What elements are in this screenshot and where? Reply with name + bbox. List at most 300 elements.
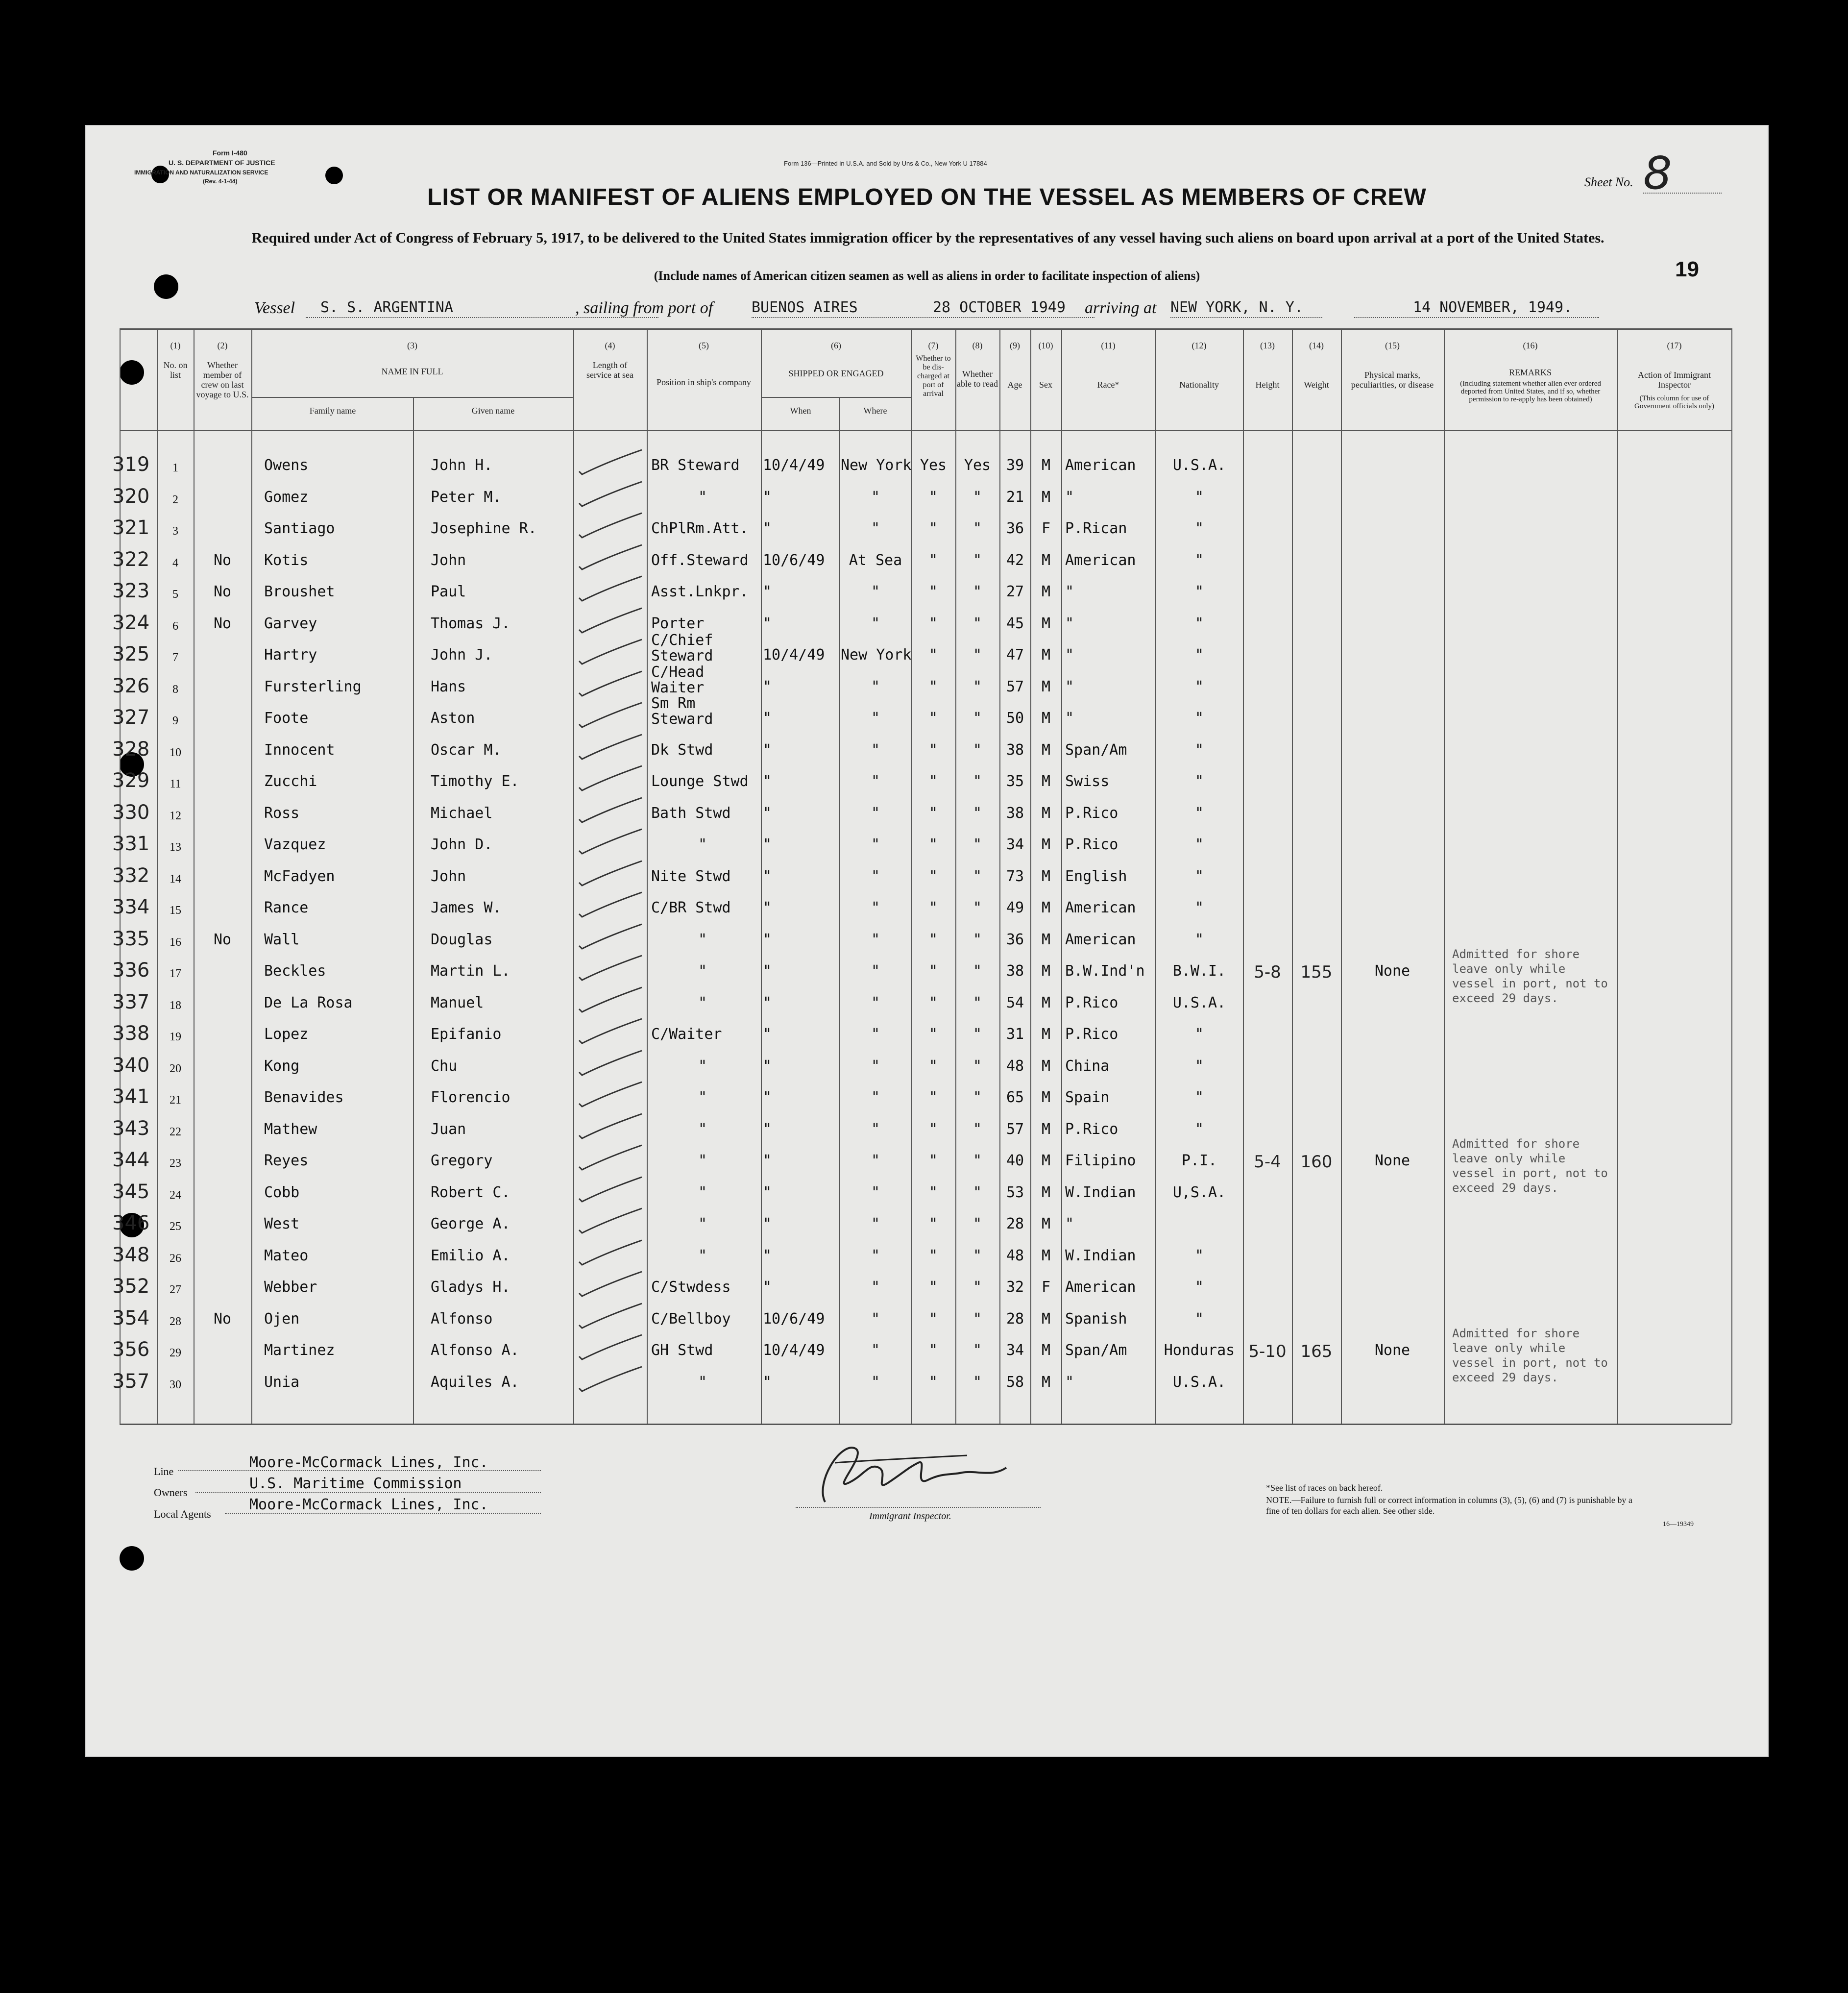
shipped-where: " — [871, 1215, 880, 1232]
remarks-stamp: Admitted for shore leave only while vessel in port, not to exceed 29 days. — [1452, 1327, 1608, 1384]
family-name: McFadyen — [264, 868, 335, 885]
shipped-when: " — [763, 805, 772, 822]
list-reference-number: 329 — [112, 769, 150, 792]
sex: M — [1041, 583, 1051, 600]
given-name: John J. — [431, 646, 493, 664]
shipped-when: " — [763, 962, 772, 980]
service-check-mark — [575, 1268, 644, 1297]
service-check-mark — [575, 952, 644, 981]
position: Nite Stwd — [651, 868, 731, 885]
height: 5-8 — [1254, 962, 1281, 982]
race: Spanish — [1065, 1310, 1127, 1328]
given-name: Aston — [431, 710, 475, 727]
position: " — [698, 1152, 707, 1169]
able-to-read: " — [973, 552, 982, 569]
age: 42 — [1006, 552, 1024, 569]
line-value: Moore-McCormack Lines, Inc. — [249, 1454, 488, 1471]
race: American — [1065, 1279, 1136, 1296]
shipped-when: " — [763, 1152, 772, 1169]
shipped-when: " — [763, 1374, 772, 1391]
height: 5-10 — [1248, 1342, 1287, 1361]
service-check-mark — [575, 1205, 644, 1234]
shipped-when: " — [763, 931, 772, 948]
list-reference-number: 324 — [112, 612, 150, 634]
col16-num: (16) — [1523, 341, 1538, 350]
sex: M — [1041, 710, 1051, 727]
position: BR Steward — [651, 457, 740, 474]
sex: M — [1041, 1342, 1051, 1359]
discharged: " — [928, 520, 938, 537]
list-reference-number: 348 — [112, 1244, 150, 1266]
sex: M — [1041, 1121, 1051, 1138]
family-name: Beckles — [264, 962, 326, 980]
discharged: " — [928, 646, 938, 664]
given-name: Alfonso — [431, 1310, 493, 1328]
able-to-read: " — [973, 836, 982, 853]
shipped-where: " — [871, 994, 880, 1011]
nationality: " — [1194, 520, 1204, 537]
given-name: Paul — [431, 583, 466, 600]
able-to-read: " — [973, 1342, 982, 1359]
given-name: Gladys H. — [431, 1279, 511, 1296]
manifest-sheet — [85, 125, 1769, 1757]
shipped-where: " — [871, 1342, 880, 1359]
shipped-when: " — [763, 1247, 772, 1264]
shipped-when: " — [763, 1089, 772, 1106]
shipped-where: " — [871, 1247, 880, 1264]
age: 54 — [1006, 994, 1024, 1011]
discharged: " — [928, 899, 938, 916]
arriving-label: arriving at — [1085, 299, 1157, 317]
service-check-mark — [575, 478, 644, 507]
race: " — [1065, 1374, 1074, 1391]
sex: M — [1041, 1215, 1051, 1232]
service-check-mark — [575, 541, 644, 570]
race: American — [1065, 552, 1136, 569]
list-reference-number: 340 — [112, 1054, 150, 1077]
given-name: Josephine R. — [431, 520, 537, 537]
family-name-header: Family name — [309, 406, 356, 416]
given-name: Aquiles A. — [431, 1374, 519, 1391]
shipped-where: " — [871, 1152, 880, 1169]
nationality: " — [1194, 1026, 1204, 1043]
given-name: John H. — [431, 457, 493, 474]
position: " — [698, 1184, 707, 1201]
shipped-when: 10/6/49 — [763, 1310, 825, 1328]
sex: M — [1041, 1058, 1051, 1075]
age: 32 — [1006, 1279, 1024, 1296]
col9-header: Age — [1007, 380, 1022, 390]
sex: M — [1041, 646, 1051, 664]
nationality: " — [1194, 773, 1204, 790]
discharged: " — [928, 962, 938, 980]
shipped-when: " — [763, 678, 772, 695]
race: American — [1065, 931, 1136, 948]
age: 48 — [1006, 1058, 1024, 1075]
discharged: " — [928, 1058, 938, 1075]
able-to-read: " — [973, 1121, 982, 1138]
able-to-read: " — [973, 1247, 982, 1264]
race: " — [1065, 615, 1074, 632]
family-name: Broushet — [264, 583, 335, 600]
discharged: " — [928, 615, 938, 632]
discharged: " — [928, 1152, 938, 1169]
col11-num: (11) — [1101, 341, 1116, 350]
able-to-read: " — [973, 583, 982, 600]
last-voyage: No — [213, 931, 232, 948]
list-reference-number: 331 — [112, 833, 150, 855]
shipped-where: " — [871, 583, 880, 600]
list-reference-number: 336 — [112, 959, 150, 982]
sex: M — [1041, 1089, 1051, 1106]
able-to-read: " — [973, 1089, 982, 1106]
list-reference-number: 327 — [112, 706, 150, 729]
shipped-where: " — [871, 710, 880, 727]
able-to-read: " — [973, 1310, 982, 1328]
department: U. S. DEPARTMENT OF JUSTICE — [169, 159, 275, 167]
family-name: Innocent — [264, 741, 335, 759]
race: " — [1065, 646, 1074, 664]
col17-header: Action of Immigrant Inspector — [1638, 370, 1711, 390]
race: P.Rico — [1065, 1121, 1119, 1138]
shipped-when: 10/6/49 — [763, 552, 825, 569]
able-to-read: " — [973, 899, 982, 916]
able-to-read: " — [973, 741, 982, 759]
shipped-when: " — [763, 615, 772, 632]
row-number: 27 — [170, 1283, 181, 1296]
shipped-where: New York — [841, 646, 912, 664]
shipped-when: 10/4/49 — [763, 1342, 825, 1359]
sex: F — [1041, 1279, 1051, 1296]
sex: M — [1041, 1247, 1051, 1264]
sex: M — [1041, 1310, 1051, 1328]
nationality: " — [1194, 1279, 1204, 1296]
page-stamp: 19 — [1675, 257, 1699, 281]
given-name: Florencio — [431, 1089, 511, 1106]
shipped-where: " — [871, 678, 880, 695]
printer-line: Form 136—Printed in U.S.A. and Sold by Uns & Co., New York U 17884 — [784, 160, 987, 167]
nationality: " — [1194, 1310, 1204, 1328]
family-name: Lopez — [264, 1026, 309, 1043]
position-line-2: Steward — [651, 711, 713, 728]
age: 34 — [1006, 1342, 1024, 1359]
row-number: 7 — [172, 651, 178, 664]
family-name: Owens — [264, 457, 309, 474]
col12-header: Nationality — [1179, 380, 1219, 390]
shipped-when: " — [763, 489, 772, 506]
position: " — [698, 489, 707, 506]
nationality: " — [1194, 931, 1204, 948]
age: 31 — [1006, 1026, 1024, 1043]
service-check-mark — [575, 699, 644, 728]
nationality: U.S.A. — [1172, 457, 1226, 474]
shipped-where: " — [871, 962, 880, 980]
service-check-mark — [575, 1015, 644, 1044]
race: Swiss — [1065, 773, 1110, 790]
nationality: U.S.A. — [1172, 1374, 1226, 1391]
race: Filipino — [1065, 1152, 1136, 1169]
nationality: U.S.A. — [1172, 994, 1226, 1011]
col9-num: (9) — [1010, 341, 1020, 350]
nationality: " — [1194, 1121, 1204, 1138]
when-header: When — [790, 406, 811, 416]
shipped-when: " — [763, 583, 772, 600]
sex: M — [1041, 615, 1051, 632]
age: 53 — [1006, 1184, 1024, 1201]
position: C/Head — [651, 664, 705, 681]
sex: M — [1041, 1026, 1051, 1043]
col10-num: (10) — [1038, 341, 1053, 350]
position: " — [698, 836, 707, 853]
sex: M — [1041, 489, 1051, 506]
list-reference-number: 354 — [112, 1307, 150, 1329]
shipped-when: " — [763, 1215, 772, 1232]
sex: M — [1041, 1374, 1051, 1391]
able-to-read: " — [973, 931, 982, 948]
race: B.W.Ind'n — [1065, 962, 1145, 980]
row-number: 5 — [172, 588, 178, 601]
col8-header: Whether able to read — [957, 369, 998, 389]
given-name-header: Given name — [471, 406, 515, 416]
service-check-mark — [575, 825, 644, 855]
col14-header: Weight — [1304, 380, 1329, 390]
list-reference-number: 334 — [112, 896, 150, 918]
sex: M — [1041, 931, 1051, 948]
position: " — [698, 1121, 707, 1138]
shipped-where: " — [871, 1374, 880, 1391]
service-check-mark — [575, 1078, 644, 1107]
col17-num: (17) — [1667, 341, 1682, 350]
list-reference-number: 328 — [112, 738, 150, 761]
position: C/Stwdess — [651, 1279, 731, 1296]
weight: 160 — [1300, 1152, 1333, 1172]
nationality: B.W.I. — [1172, 962, 1226, 980]
arrival-date: 14 NOVEMBER, 1949. — [1413, 299, 1573, 316]
service-check-mark — [575, 1173, 644, 1203]
row-number: 8 — [172, 683, 178, 696]
shipped-when: " — [763, 520, 772, 537]
discharged: " — [928, 1279, 938, 1296]
family-name: Webber — [264, 1279, 317, 1296]
discharged: " — [928, 836, 938, 853]
service-check-mark — [575, 667, 644, 697]
shipped-where: " — [871, 773, 880, 790]
nationality: U,S.A. — [1172, 1184, 1226, 1201]
row-number: 2 — [172, 493, 178, 506]
position: GH Stwd — [651, 1342, 713, 1359]
list-reference-number: 352 — [112, 1275, 150, 1298]
given-name: Emilio A. — [431, 1247, 511, 1264]
row-number: 12 — [170, 810, 181, 822]
row-number: 13 — [170, 841, 181, 854]
able-to-read: " — [973, 1026, 982, 1043]
shipped-when: " — [763, 1184, 772, 1201]
given-name: Hans — [431, 678, 466, 695]
col13-num: (13) — [1260, 341, 1275, 350]
last-voyage: No — [213, 552, 232, 569]
shipped-where: " — [871, 1310, 880, 1328]
sex: M — [1041, 741, 1051, 759]
shipped-when: " — [763, 1026, 772, 1043]
given-name: George A. — [431, 1215, 511, 1232]
service-check-mark — [575, 1300, 644, 1329]
shipped-where: " — [871, 1121, 880, 1138]
failure-note: NOTE.—Failure to furnish full or correct information in columns (3), (5), (6) and (7) is punishable by a fine of ten dollars for each alien. See other side. — [1266, 1495, 1632, 1516]
position: " — [698, 1215, 707, 1232]
race: " — [1065, 489, 1074, 506]
able-to-read: " — [973, 1152, 982, 1169]
shipped-when: " — [763, 868, 772, 885]
race: Span/Am — [1065, 1342, 1127, 1359]
discharged: " — [928, 1184, 938, 1201]
able-to-read: " — [973, 1374, 982, 1391]
list-reference-number: 326 — [112, 675, 150, 697]
position: C/BR Stwd — [651, 899, 731, 916]
nationality: P.I. — [1181, 1152, 1217, 1169]
family-name: Martinez — [264, 1342, 335, 1359]
sex: M — [1041, 962, 1051, 980]
shipped-when: " — [763, 836, 772, 853]
race: " — [1065, 678, 1074, 695]
sex: M — [1041, 457, 1051, 474]
position: " — [698, 931, 707, 948]
col2-header: Whether member of crew on last voyage to U.S. — [196, 360, 249, 399]
weight: 165 — [1300, 1342, 1333, 1361]
service-check-mark — [575, 509, 644, 539]
sex: M — [1041, 1152, 1051, 1169]
family-name: Kotis — [264, 552, 309, 569]
list-reference-number: 356 — [112, 1338, 150, 1361]
discharged: " — [928, 710, 938, 727]
list-reference-number: 341 — [112, 1085, 150, 1108]
discharged: " — [928, 773, 938, 790]
shipped-where: " — [871, 489, 880, 506]
form-code: 16—19349 — [1663, 1521, 1694, 1528]
age: 27 — [1006, 583, 1024, 600]
col7-header: Whether to be dis-charged at port of arrival — [916, 354, 951, 398]
sex: M — [1041, 836, 1051, 853]
row-number: 21 — [170, 1094, 181, 1107]
punch-hole — [120, 360, 144, 385]
given-name: Peter M. — [431, 489, 502, 506]
col3-header: NAME IN FULL — [381, 367, 443, 376]
able-to-read: " — [973, 868, 982, 885]
to-port: NEW YORK, N. Y. — [1170, 299, 1303, 316]
service: IMMIGRATION AND NATURALIZATION SERVICE — [134, 169, 268, 176]
col5-num: (5) — [699, 341, 709, 350]
col2-num: (2) — [217, 341, 228, 350]
service-check-mark — [575, 604, 644, 634]
last-voyage: No — [213, 583, 232, 600]
requirement-text: Required under Act of Congress of February 5, 1917, to be delivered to the United States immigration officer by the representatives of any vessel having such aliens on board upon arrival at a port of the United States. — [251, 230, 1605, 246]
physical-marks: None — [1374, 1152, 1410, 1169]
col7-num: (7) — [928, 341, 939, 350]
family-name: Garvey — [264, 615, 317, 632]
position: Asst.Lnkpr. — [651, 583, 749, 600]
family-name: Fursterling — [264, 678, 362, 695]
age: 58 — [1006, 1374, 1024, 1391]
punch-hole — [325, 167, 343, 184]
row-number: 1 — [172, 462, 178, 474]
family-name: Unia — [264, 1374, 300, 1391]
family-name: Gomez — [264, 489, 309, 506]
sex: M — [1041, 678, 1051, 695]
family-name: Wall — [264, 931, 300, 948]
height: 5-4 — [1254, 1152, 1281, 1172]
row-number: 16 — [170, 936, 181, 949]
nationality: " — [1194, 1089, 1204, 1106]
service-check-mark — [575, 1110, 644, 1139]
age: 21 — [1006, 489, 1024, 506]
race: American — [1065, 899, 1136, 916]
race: American — [1065, 457, 1136, 474]
family-name: Foote — [264, 710, 309, 727]
sheet-label: Sheet No. — [1584, 175, 1633, 189]
given-name: Epifanio — [431, 1026, 502, 1043]
able-to-read: " — [973, 489, 982, 506]
able-to-read: " — [973, 962, 982, 980]
sex: M — [1041, 805, 1051, 822]
owners-value: U.S. Maritime Commission — [249, 1475, 462, 1492]
shipped-where: " — [871, 931, 880, 948]
sex: M — [1041, 994, 1051, 1011]
family-name: Reyes — [264, 1152, 309, 1169]
service-check-mark — [575, 857, 644, 886]
able-to-read: " — [973, 646, 982, 664]
age: 28 — [1006, 1310, 1024, 1328]
col15-header: Physical marks, peculiarities, or disease — [1351, 370, 1434, 390]
family-name: Zucchi — [264, 773, 317, 790]
position: Dk Stwd — [651, 741, 713, 759]
nationality: " — [1194, 678, 1204, 695]
position: C/Waiter — [651, 1026, 722, 1043]
sailing-label: , sailing from port of — [575, 299, 713, 317]
col4-header: Length of service at sea — [586, 360, 633, 380]
race: " — [1065, 583, 1074, 600]
race: W.Indian — [1065, 1247, 1136, 1264]
service-check-mark — [575, 1331, 644, 1360]
given-name: John — [431, 552, 466, 569]
shipped-where: " — [871, 741, 880, 759]
list-reference-number: 321 — [112, 517, 150, 539]
age: 38 — [1006, 962, 1024, 980]
given-name: Alfonso A. — [431, 1342, 519, 1359]
service-check-mark — [575, 1363, 644, 1392]
age: 36 — [1006, 520, 1024, 537]
service-check-mark — [575, 731, 644, 760]
position: Lounge Stwd — [651, 773, 749, 790]
list-reference-number: 332 — [112, 864, 150, 887]
family-name: De La Rosa — [264, 994, 353, 1011]
family-name: Kong — [264, 1058, 300, 1075]
race: P.Rico — [1065, 994, 1119, 1011]
discharged: " — [928, 489, 938, 506]
age: 39 — [1006, 457, 1024, 474]
race: Span/Am — [1065, 741, 1127, 759]
line-label: Line — [154, 1465, 174, 1477]
nationality: " — [1194, 805, 1204, 822]
inspector-label: Immigrant Inspector. — [869, 1511, 951, 1522]
row-number: 30 — [170, 1378, 181, 1391]
race: P.Rican — [1065, 520, 1127, 537]
race: " — [1065, 1215, 1074, 1232]
last-voyage: No — [213, 1310, 232, 1328]
sex: M — [1041, 1184, 1051, 1201]
age: 73 — [1006, 868, 1024, 885]
row-number: 18 — [170, 999, 181, 1012]
list-reference-number: 325 — [112, 643, 150, 665]
race: Spain — [1065, 1089, 1110, 1106]
